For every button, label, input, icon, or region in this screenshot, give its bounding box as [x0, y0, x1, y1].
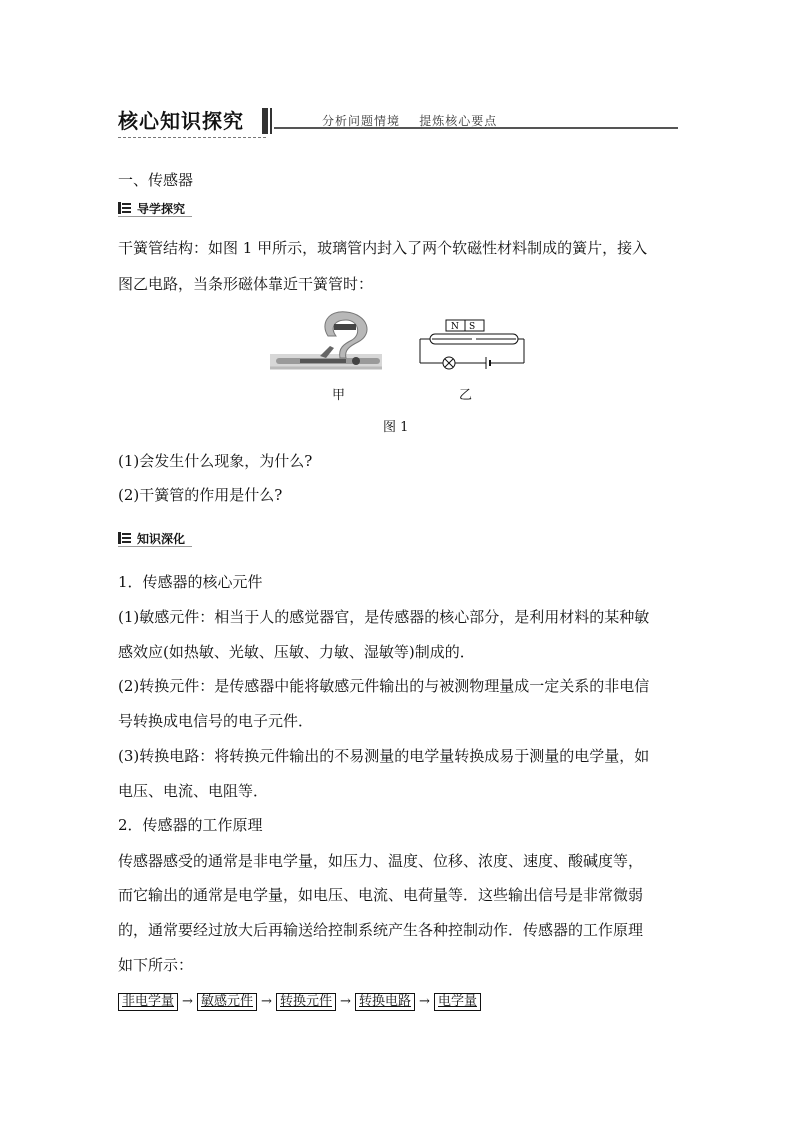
principle-line3: 的，通常要经过放大后再输送给控制系统产生各种控制动作．传感器的工作原理 — [118, 921, 644, 939]
guide-intro-line2: 图乙电路，当条形磁体靠近干簧管时： — [118, 275, 374, 293]
question-2: (2)干簧管的作用是什么? — [118, 486, 283, 504]
principle-line4: 如下所示： — [118, 956, 194, 974]
magnet-n-label: N — [451, 322, 459, 332]
banner-underline — [118, 137, 266, 138]
question-1: (1)会发生什么现象，为什么? — [118, 452, 313, 470]
item-converter-line1: (2)转换元件：是传感器中能将敏感元件输出的与被测物理量成一定关系的非电信 — [118, 677, 650, 695]
figure-label-yi: 乙 — [459, 388, 473, 403]
flow-box-sensitive: 敏感元件 — [197, 993, 257, 1011]
principle-line1: 传感器感受的通常是非电学量，如压力、温度、位移、浓度、速度、酸碱度等， — [118, 852, 644, 870]
reed-circuit-diagram — [420, 320, 524, 369]
item-circuit-line1: (3)转换电路：将转换元件输出的不易测量的电学量转换成易于测量的电学量，如 — [118, 747, 650, 765]
item-circuit-line2: 电压、电流、电阻等． — [118, 782, 269, 800]
guide-intro-line1: 干簧管结构：如图 1 甲所示，玻璃管内封入了两个软磁性材料制成的簧片，接入 — [118, 239, 648, 257]
flow-arrow: → — [419, 994, 430, 1009]
heading-working-principle: 2．传感器的工作原理 — [118, 816, 263, 834]
flow-arrow: → — [182, 994, 193, 1009]
figure-label-jia: 甲 — [332, 388, 346, 403]
flow-arrow: → — [340, 994, 351, 1009]
deepen-tag-label: 知识深化 — [137, 532, 186, 546]
banner-title: 核心知识探究 — [118, 109, 244, 133]
banner-divider-thin — [270, 108, 272, 134]
deepen-tag-underline — [118, 546, 192, 547]
flow-box-circuit: 转换电路 — [355, 993, 415, 1011]
guide-tag — [118, 200, 185, 217]
bars-icon — [118, 532, 131, 544]
section-title: 一、传感器 — [118, 171, 194, 189]
bars-icon — [118, 202, 131, 214]
figure-1 — [270, 306, 532, 378]
deepen-tag — [118, 530, 185, 547]
guide-tag-underline — [118, 216, 192, 217]
flow-arrow: → — [261, 994, 272, 1009]
guide-tag-label: 导学探究 — [137, 202, 186, 216]
heading-core-elements: 1．传感器的核心元件 — [118, 573, 263, 591]
flow-box-converter: 转换元件 — [276, 993, 336, 1011]
figure-caption: 图 1 — [383, 420, 409, 435]
magnet-s-label: S — [469, 322, 476, 332]
banner-subtitle: 分析问题情境 提炼核心要点 — [322, 114, 498, 128]
flow-box-nonelectric: 非电学量 — [118, 993, 178, 1011]
principle-line2: 而它输出的通常是电学量，如电压、电流、电荷量等．这些输出信号是非常微弱 — [118, 886, 644, 904]
reed-switch-photo — [270, 312, 382, 368]
banner-divider — [262, 108, 268, 134]
flow-box-electric: 电学量 — [434, 993, 481, 1011]
item-sensitive-line1: (1)敏感元件：相当于人的感觉器官，是传感器的核心部分，是利用材料的某种敏 — [118, 608, 650, 626]
item-sensitive-line2: 感效应(如热敏、光敏、压敏、力敏、湿敏等)制成的． — [118, 643, 475, 661]
item-converter-line2: 号转换成电信号的电子元件． — [118, 712, 314, 730]
